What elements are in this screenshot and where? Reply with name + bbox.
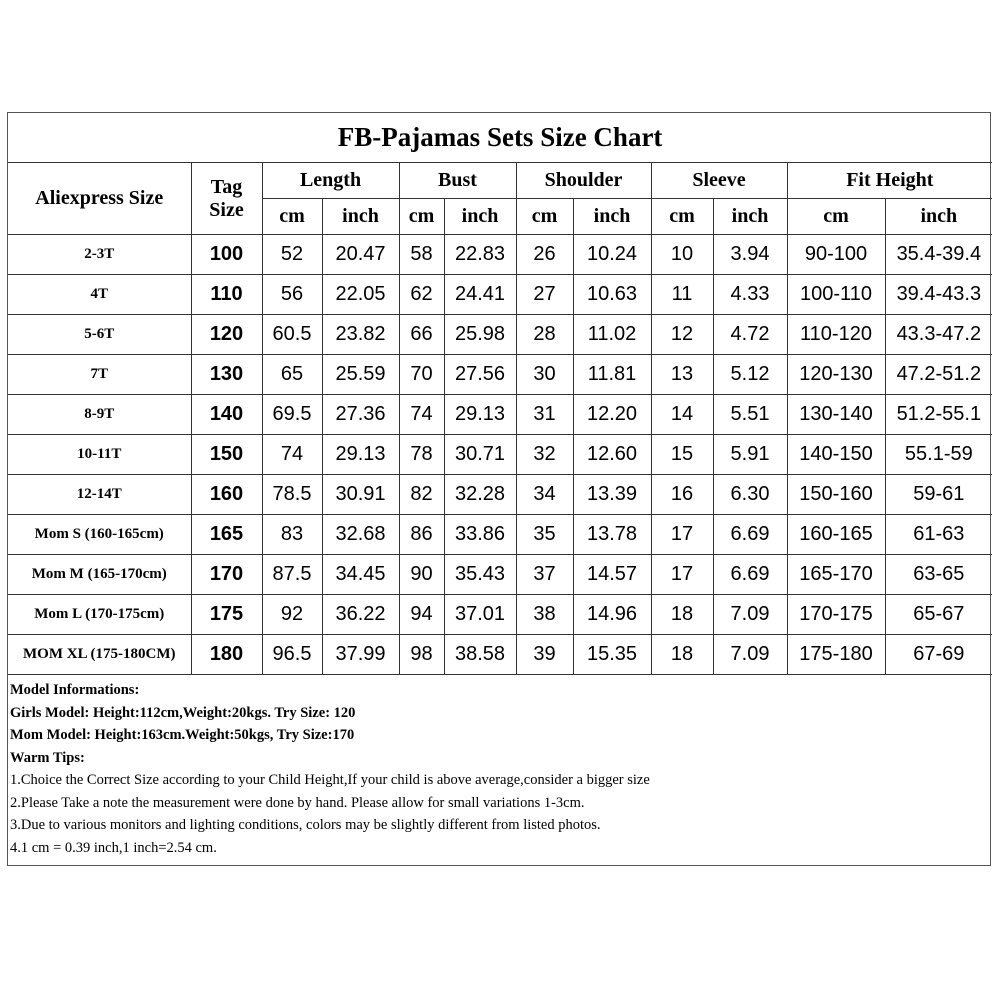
measurement-cell: 83 xyxy=(262,515,322,555)
measurement-cell: 23.82 xyxy=(322,315,399,355)
measurement-cell: 160-165 xyxy=(787,515,885,555)
size-label-cell: 10-11T xyxy=(8,435,191,475)
measurement-cell: 43.3-47.2 xyxy=(885,315,992,355)
header-unit: inch xyxy=(713,199,787,235)
tip-2: 2.Please Take a note the measurement were done by hand. Please allow for small variations 1-3cm. xyxy=(10,794,585,811)
measurement-cell: 11.81 xyxy=(573,355,651,395)
measurement-cell: 13 xyxy=(651,355,713,395)
measurement-cell: 67-69 xyxy=(885,635,992,675)
measurement-cell: 12.20 xyxy=(573,395,651,435)
measurement-cell: 65-67 xyxy=(885,595,992,635)
measurement-cell: 30 xyxy=(516,355,573,395)
table-row xyxy=(8,395,992,435)
measurement-cell: 7.09 xyxy=(713,635,787,675)
size-label-cell: MOM XL (175-180CM) xyxy=(8,635,191,675)
measurement-cell: 34 xyxy=(516,475,573,515)
measurement-cell: 90 xyxy=(399,555,444,595)
measurement-cell: 12 xyxy=(651,315,713,355)
header-fit-height: Fit Height xyxy=(787,163,992,199)
table-row xyxy=(8,635,992,675)
header-sleeve: Sleeve xyxy=(651,163,787,199)
measurement-cell: 5.51 xyxy=(713,395,787,435)
measurement-cell: 86 xyxy=(399,515,444,555)
measurement-cell: 13.39 xyxy=(573,475,651,515)
tag-size-cell: 110 xyxy=(191,275,262,315)
measurement-cell: 25.59 xyxy=(322,355,399,395)
measurement-cell: 110-120 xyxy=(787,315,885,355)
model-info-heading: Model Informations: xyxy=(10,682,140,698)
measurement-cell: 130-140 xyxy=(787,395,885,435)
header-shoulder: Shoulder xyxy=(516,163,651,199)
measurement-cell: 39.4-43.3 xyxy=(885,275,992,315)
measurement-cell: 58 xyxy=(399,235,444,275)
measurement-cell: 11 xyxy=(651,275,713,315)
measurement-cell: 5.91 xyxy=(713,435,787,475)
measurement-cell: 3.94 xyxy=(713,235,787,275)
tag-size-cell: 120 xyxy=(191,315,262,355)
measurement-cell: 10 xyxy=(651,235,713,275)
measurement-cell: 32 xyxy=(516,435,573,475)
measurement-cell: 62 xyxy=(399,275,444,315)
measurement-cell: 175-180 xyxy=(787,635,885,675)
measurement-cell: 29.13 xyxy=(322,435,399,475)
measurement-cell: 18 xyxy=(651,595,713,635)
measurement-cell: 17 xyxy=(651,555,713,595)
measurement-cell: 4.33 xyxy=(713,275,787,315)
table-row xyxy=(8,475,992,515)
measurement-cell: 32.28 xyxy=(444,475,516,515)
tag-size-cell: 130 xyxy=(191,355,262,395)
measurement-cell: 37 xyxy=(516,555,573,595)
header-aliexpress-size: Aliexpress Size xyxy=(8,163,191,235)
header-unit: inch xyxy=(885,199,992,235)
girls-model-info: Girls Model: Height:112cm,Weight:20kgs. Try Size: 120 xyxy=(10,704,356,721)
measurement-cell: 22.83 xyxy=(444,235,516,275)
measurement-cell: 37.01 xyxy=(444,595,516,635)
measurement-cell: 27.56 xyxy=(444,355,516,395)
header-unit: cm xyxy=(399,199,444,235)
measurement-cell: 60.5 xyxy=(262,315,322,355)
size-label-cell: 7T xyxy=(8,355,191,395)
measurement-cell: 59-61 xyxy=(885,475,992,515)
tag-size-cell: 160 xyxy=(191,475,262,515)
measurement-cell: 6.69 xyxy=(713,515,787,555)
measurement-cell: 82 xyxy=(399,475,444,515)
measurement-cell: 29.13 xyxy=(444,395,516,435)
tip-3: 3.Due to various monitors and lighting conditions, colors may be slightly different from listed photos. xyxy=(10,817,601,833)
measurement-cell: 140-150 xyxy=(787,435,885,475)
header-unit: inch xyxy=(322,199,399,235)
measurement-cell: 12.60 xyxy=(573,435,651,475)
table-row xyxy=(8,315,992,355)
measurement-cell: 47.2-51.2 xyxy=(885,355,992,395)
table-row xyxy=(8,355,992,395)
measurement-cell: 96.5 xyxy=(262,635,322,675)
measurement-cell: 150-160 xyxy=(787,475,885,515)
tag-size-cell: 170 xyxy=(191,555,262,595)
measurement-cell: 14.96 xyxy=(573,595,651,635)
measurement-cell: 37.99 xyxy=(322,635,399,675)
header-bust: Bust xyxy=(399,163,516,199)
size-chart-sheet xyxy=(7,112,991,866)
measurement-cell: 165-170 xyxy=(787,555,885,595)
measurement-cell: 98 xyxy=(399,635,444,675)
measurement-cell: 16 xyxy=(651,475,713,515)
measurement-cell: 39 xyxy=(516,635,573,675)
measurement-cell: 28 xyxy=(516,315,573,355)
measurement-cell: 66 xyxy=(399,315,444,355)
size-label-cell: 4T xyxy=(8,275,191,315)
header-unit: cm xyxy=(787,199,885,235)
measurement-cell: 61-63 xyxy=(885,515,992,555)
header-unit: cm xyxy=(262,199,322,235)
measurement-cell: 26 xyxy=(516,235,573,275)
measurement-cell: 22.05 xyxy=(322,275,399,315)
measurement-cell: 10.63 xyxy=(573,275,651,315)
measurement-cell: 74 xyxy=(262,435,322,475)
measurement-cell: 56 xyxy=(262,275,322,315)
header-unit: cm xyxy=(651,199,713,235)
measurement-cell: 27.36 xyxy=(322,395,399,435)
header-unit: inch xyxy=(444,199,516,235)
header-unit: cm xyxy=(516,199,573,235)
tip-1: 1.Choice the Correct Size according to your Child Height,If your child is above average,consider a bigger size xyxy=(10,772,650,788)
header-length: Length xyxy=(262,163,399,199)
measurement-cell: 15 xyxy=(651,435,713,475)
measurement-cell: 65 xyxy=(262,355,322,395)
tip-4: 4.1 cm = 0.39 inch,1 inch=2.54 cm. xyxy=(10,839,217,856)
measurement-cell: 70 xyxy=(399,355,444,395)
measurement-cell: 55.1-59 xyxy=(885,435,992,475)
size-label-cell: 2-3T xyxy=(8,235,191,275)
measurement-cell: 51.2-55.1 xyxy=(885,395,992,435)
measurement-cell: 10.24 xyxy=(573,235,651,275)
measurement-cell: 35.43 xyxy=(444,555,516,595)
header-unit: inch xyxy=(573,199,651,235)
measurement-cell: 38.58 xyxy=(444,635,516,675)
measurement-cell: 31 xyxy=(516,395,573,435)
page-title: FB-Pajamas Sets Size Chart xyxy=(8,113,992,163)
measurement-cell: 32.68 xyxy=(322,515,399,555)
measurement-cell: 13.78 xyxy=(573,515,651,555)
table-row xyxy=(8,555,992,595)
measurement-cell: 30.91 xyxy=(322,475,399,515)
measurement-cell: 11.02 xyxy=(573,315,651,355)
measurement-cell: 15.35 xyxy=(573,635,651,675)
warm-tips-heading: Warm Tips: xyxy=(10,749,85,766)
mom-model-info: Mom Model: Height:163cm.Weight:50kgs, Try Size:170 xyxy=(10,727,355,743)
measurement-cell: 92 xyxy=(262,595,322,635)
measurement-cell: 18 xyxy=(651,635,713,675)
measurement-cell: 100-110 xyxy=(787,275,885,315)
measurement-cell: 6.30 xyxy=(713,475,787,515)
measurement-cell: 14 xyxy=(651,395,713,435)
table-row xyxy=(8,595,992,635)
size-label-cell: 5-6T xyxy=(8,315,191,355)
header-tag-line2: Size xyxy=(209,198,244,221)
table-row xyxy=(8,275,992,315)
table-row xyxy=(8,435,992,475)
measurement-cell: 87.5 xyxy=(262,555,322,595)
measurement-cell: 33.86 xyxy=(444,515,516,555)
measurement-cell: 94 xyxy=(399,595,444,635)
measurement-cell: 25.98 xyxy=(444,315,516,355)
size-label-cell: Mom M (165-170cm) xyxy=(8,555,191,595)
header-tag-line1: Tag xyxy=(210,175,243,198)
measurement-cell: 78.5 xyxy=(262,475,322,515)
measurement-cell: 17 xyxy=(651,515,713,555)
measurement-cell: 69.5 xyxy=(262,395,322,435)
measurement-cell: 30.71 xyxy=(444,435,516,475)
measurement-cell: 20.47 xyxy=(322,235,399,275)
measurement-cell: 14.57 xyxy=(573,555,651,595)
measurement-cell: 24.41 xyxy=(444,275,516,315)
measurement-cell: 34.45 xyxy=(322,555,399,595)
measurement-cell: 63-65 xyxy=(885,555,992,595)
measurement-cell: 35 xyxy=(516,515,573,555)
table-row xyxy=(8,515,992,555)
measurement-cell: 7.09 xyxy=(713,595,787,635)
tag-size-cell: 140 xyxy=(191,395,262,435)
size-label-cell: 12-14T xyxy=(8,475,191,515)
measurement-cell: 74 xyxy=(399,395,444,435)
size-label-cell: 8-9T xyxy=(8,395,191,435)
tag-size-cell: 165 xyxy=(191,515,262,555)
size-label-cell: Mom S (160-165cm) xyxy=(8,515,191,555)
measurement-cell: 52 xyxy=(262,235,322,275)
measurement-cell: 35.4-39.4 xyxy=(885,235,992,275)
measurement-cell: 27 xyxy=(516,275,573,315)
measurement-cell: 5.12 xyxy=(713,355,787,395)
measurement-cell: 120-130 xyxy=(787,355,885,395)
measurement-cell: 36.22 xyxy=(322,595,399,635)
measurement-cell: 170-175 xyxy=(787,595,885,635)
measurement-cell: 78 xyxy=(399,435,444,475)
header-tag-size xyxy=(191,163,262,235)
tag-size-cell: 180 xyxy=(191,635,262,675)
size-label-cell: Mom L (170-175cm) xyxy=(8,595,191,635)
measurement-cell: 6.69 xyxy=(713,555,787,595)
tag-size-cell: 100 xyxy=(191,235,262,275)
measurement-cell: 4.72 xyxy=(713,315,787,355)
size-chart-table xyxy=(8,113,992,675)
measurement-cell: 90-100 xyxy=(787,235,885,275)
table-row xyxy=(8,235,992,275)
tag-size-cell: 150 xyxy=(191,435,262,475)
notes-section xyxy=(8,675,990,865)
tag-size-cell: 175 xyxy=(191,595,262,635)
measurement-cell: 38 xyxy=(516,595,573,635)
